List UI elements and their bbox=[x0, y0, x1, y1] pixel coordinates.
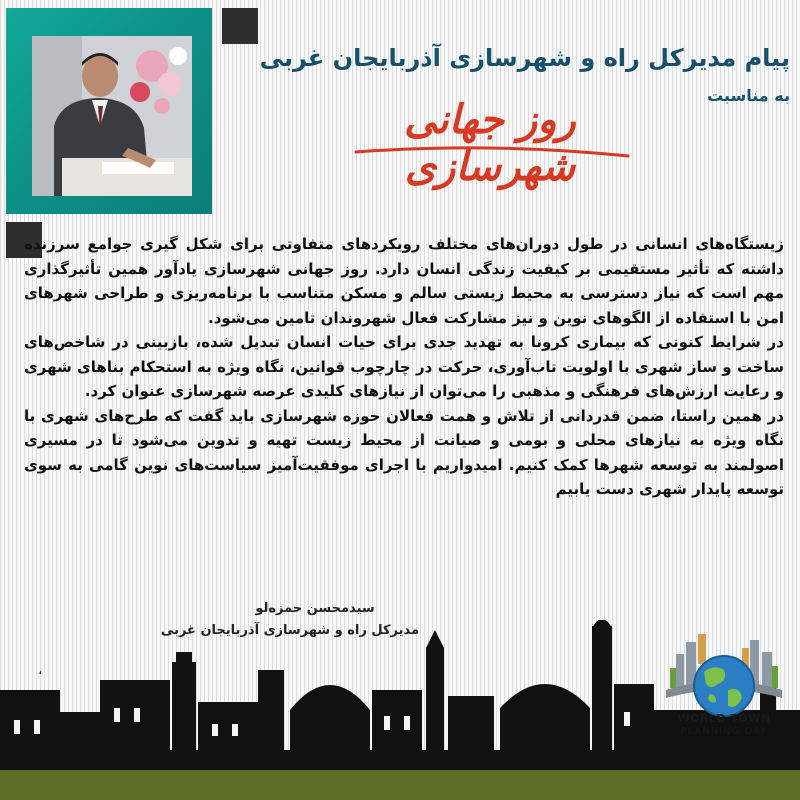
subtitle: به مناسبت bbox=[707, 86, 790, 105]
calligraphy-swash bbox=[352, 138, 632, 164]
official-photo bbox=[32, 36, 192, 196]
signature-name: سیدمحسن حمزه‌لو bbox=[255, 601, 375, 616]
ground-strip bbox=[0, 770, 800, 800]
logo-text-line2: PLANNING DAY bbox=[680, 726, 768, 737]
message-paragraph: زیستگاه‌های انسانی در طول دوران‌های مختلف رویکردهای متفاوتی برای شکل گیری جوامع سرزنده داشته که تأثیر مستقیمی بر کیفیت زندگی انسان دارد. روز جهانی شهرسازی یادآور همین تأثیرگذاری مهم است که نیاز دسترسی به محیط زیستی سالم و مسکن متناسب با برنامه‌ریزی و طراحی شهرهای امن با استفاده از الگوهای نوین و نیز مشارکت فعال شهروندان تامین می‌شود. bbox=[24, 235, 784, 327]
logo-text-line1: WORLD TOWN bbox=[677, 712, 771, 725]
message-paragraph: در همین راستا، ضمن قدردانی از تلاش و همت فعالان حوزه شهرسازی باید گفت که طرح‌های شهری با نگاه ویژه به نیازهای محلی و بومی و صیانت از محیط زیست تهیه و تدوین می‌شود تا در مسیری اصولمند به توسعه شهرها کمک کنیم. امیدواریم با اجرای موفقیت‌آمیز سیاست‌های نوین گامی به سوی توسعه پایدار شهری دست یابیم bbox=[24, 406, 784, 498]
message-paragraph: در شرایط کنونی که بیماری کرونا به تهدید جدی برای حیات انسان تبدیل شده، بازبینی در شاخص‌های ساخت و ساز شهری با اولویت تاب‌آوری، حرکت در چارچوب قوانین، نگاه ویژه به استحکام بناهای شهری و رعایت ارزش‌های فرهنگی و مذهبی را می‌توان از نیازهای کلیدی عرصه شهرسازی عنوان کرد. bbox=[24, 333, 784, 400]
decorative-square-top bbox=[222, 8, 258, 44]
message-body bbox=[24, 232, 784, 502]
official-photo-illustration bbox=[32, 36, 192, 196]
photo-frame bbox=[6, 8, 212, 214]
page-title: پیام مدیرکل راه و شهرسازی آذربایجان غربی bbox=[259, 44, 790, 72]
stray-mark: ، bbox=[38, 662, 43, 678]
occasion-calligraphy: روز جهانی شهرسازی bbox=[404, 96, 576, 190]
signature-position: مدیرکل راه و شهرسازی آذربایجان غربی bbox=[160, 623, 420, 638]
